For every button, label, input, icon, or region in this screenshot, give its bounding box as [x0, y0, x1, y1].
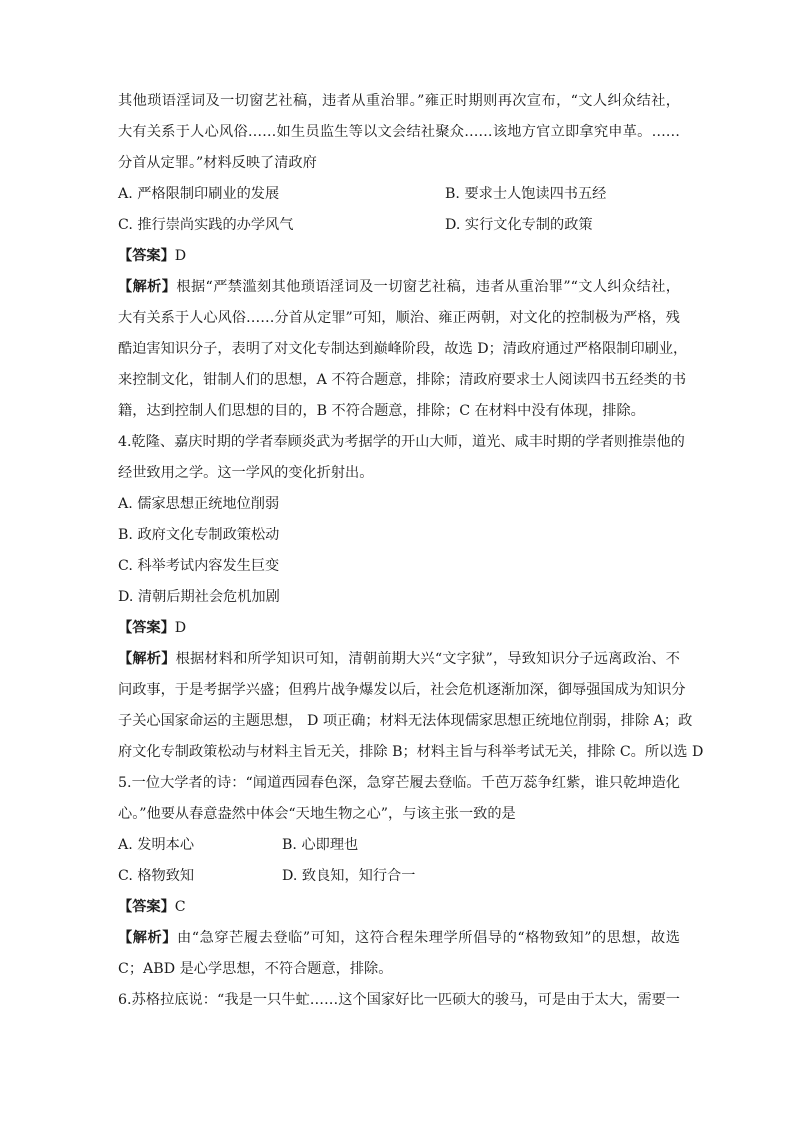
- answer-label: 【答案】: [118, 248, 175, 264]
- analysis-line: 籍，达到控制人们思想的目的，B 不符合题意，排除；C 在材料中没有体现，排除。: [118, 403, 645, 419]
- question-stem-line: 分首从定罪。”材料反映了清政府: [118, 155, 317, 171]
- question-4: [118, 427, 704, 768]
- analysis-text: 由“急穿芒履去登临”可知，这符合程朱理学所倡导的“格物致知”的思想，故选: [177, 930, 680, 946]
- analysis-line: [118, 923, 680, 954]
- analysis-label: 【解析】: [118, 651, 176, 667]
- option-row: [118, 179, 680, 210]
- question-stem-line: 经世致用之学。这一学风的变化折射出。: [118, 465, 374, 481]
- answer-label: 【答案】: [118, 899, 175, 915]
- question-stem-line: 4.乾隆、嘉庆时期的学者奉顾炎武为考据学的开山大师，道光、咸丰时期的学者则推崇他的: [118, 434, 685, 450]
- answer-value: D: [174, 248, 187, 264]
- question-stem-line: 6.苏格拉底说：“我是一只牛虻……这个国家好比一匹硕大的骏马，可是由于太大，需要一: [118, 992, 680, 1008]
- option-a: A. 发明本心: [118, 837, 195, 853]
- option-c: C. 格物致知: [118, 868, 195, 884]
- option-c: C. 推行崇尚实践的办学风气: [118, 217, 294, 233]
- answer-line: [118, 892, 680, 923]
- question-5: [118, 768, 680, 985]
- option-c: C. 科举考试内容发生巨变: [118, 558, 280, 574]
- analysis-line: [118, 644, 680, 675]
- answer-value: D: [174, 620, 187, 636]
- option-row: [118, 861, 680, 892]
- answer-line: [118, 613, 680, 644]
- analysis-line: [118, 272, 680, 303]
- analysis-line: 大有关系于人心风俗……分首从定罪”可知，顺治、雍正两朝，对文化的控制极为严格，残: [118, 310, 680, 326]
- analysis-line: 府文化专制政策松动与材料主旨无关，排除 B；材料主旨与科举考试无关，排除 C。所以选 D: [118, 744, 704, 760]
- analysis-label: 【解析】: [118, 279, 177, 295]
- option-a: A. 儒家思想正统地位削弱: [118, 496, 280, 512]
- analysis-line: 子关心国家命运的主题思想， D 项正确；材料无法体现儒家思想正统地位削弱，排除 A；政: [118, 713, 693, 729]
- option-d: D. 实行文化专制的政策: [445, 217, 593, 233]
- analysis-label: 【解析】: [118, 930, 178, 946]
- option-row: [118, 830, 680, 861]
- question-6: [118, 985, 680, 1016]
- option-row: [118, 210, 680, 241]
- analysis-line: 问政事，于是考据学兴盛；但鸦片战争爆发以后，社会危机逐渐加深，御辱强国成为知识分: [118, 682, 686, 698]
- option-b: B. 要求士人饱读四书五经: [445, 186, 607, 202]
- option-b: B. 心即理也: [282, 837, 359, 853]
- analysis-text: 根据“严禁滥刻其他琐语淫词及一切窗艺社稿，违者从重治罪”“文人纠众结社，: [176, 279, 680, 295]
- analysis-text: 根据材料和所学知识可知，清朝前期大兴“文字狱”，导致知识分子远离政治、不: [175, 651, 680, 667]
- option-d: D. 清朝后期社会危机加剧: [118, 589, 280, 605]
- option-b: B. 政府文化专制政策松动: [118, 527, 280, 543]
- analysis-line: C；ABD 是心学思想，不符合题意，排除。: [118, 961, 393, 977]
- option-a: A. 严格限制印刷业的发展: [118, 186, 280, 202]
- question-3: [118, 86, 688, 427]
- analysis-line: 来控制文化，钳制人们的思想，A 不符合题意，排除；清政府要求士人阅读四书五经类的书: [118, 372, 687, 388]
- option-d: D. 致良知，知行合一: [282, 868, 416, 884]
- answer-line: [118, 241, 680, 272]
- question-stem-line: 心。”他要从春意盎然中体会“天地生物之心”，与该主张一致的是: [118, 806, 516, 822]
- analysis-line: 酷迫害知识分子，表明了对文化专制达到巅峰阶段，故选 D；清政府通过严格限制印刷业，: [118, 341, 688, 357]
- document-page: [118, 86, 704, 1016]
- question-stem-line: 大有关系于人心风俗……如生员监生等以文会结社聚众……该地方官立即拿究申革。……: [118, 124, 680, 140]
- question-stem-line: 5.一位大学者的诗：“闻道西园春色深，急穿芒履去登临。千芭万蕊争红紫，谁只乾坤造化: [118, 775, 680, 791]
- answer-label: 【答案】: [118, 620, 175, 636]
- question-stem-line: 其他琐语淫词及一切窗艺社稿，违者从重治罪。”雍正时期则再次宣布，“文人纠众结社，: [118, 93, 680, 109]
- answer-value: C: [174, 899, 186, 915]
